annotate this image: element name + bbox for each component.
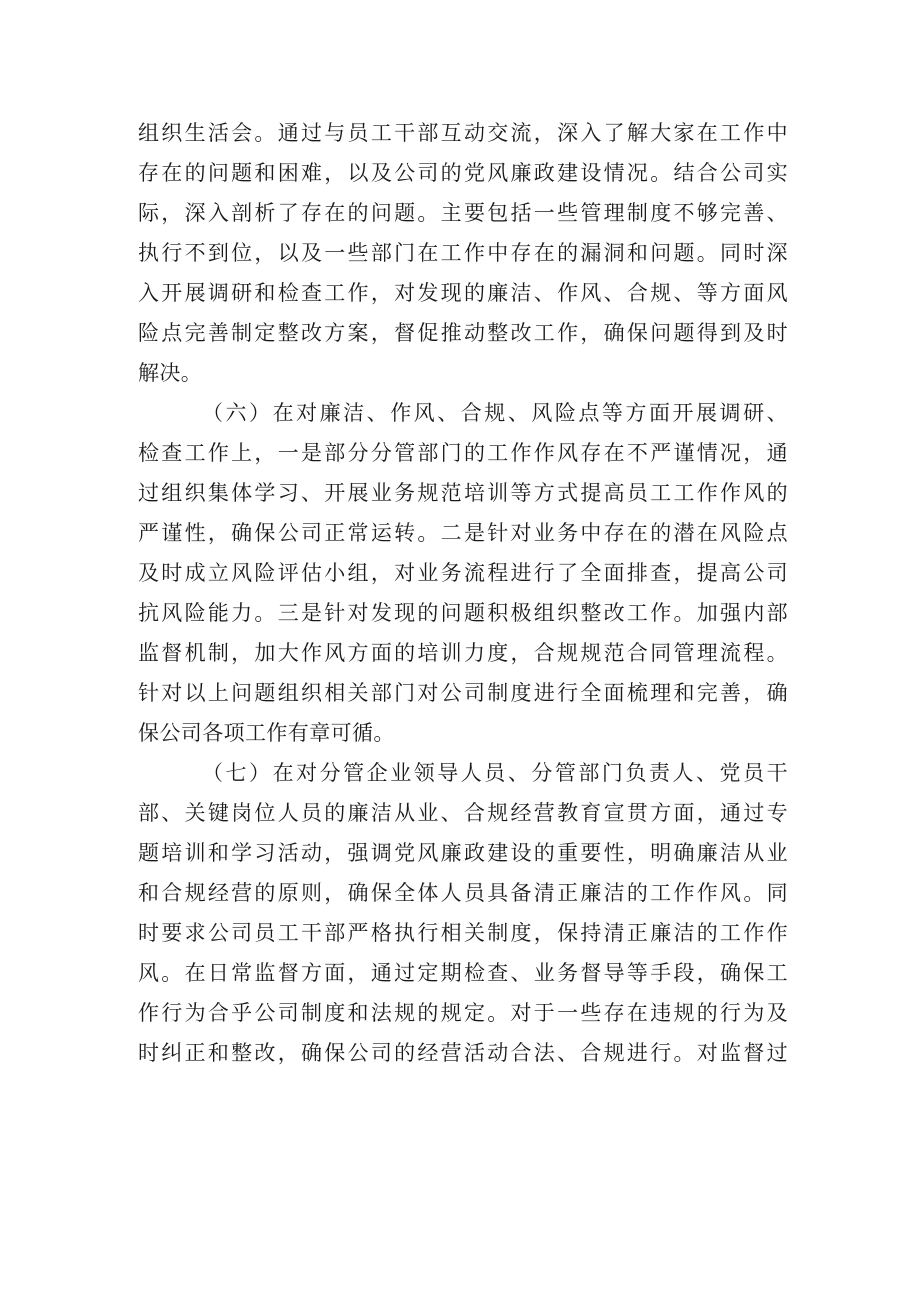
- text-line: 时纠正和整改，确保公司的经营活动合法、合规进行。对监督过: [138, 1041, 788, 1065]
- text-line: 检查工作上，一是部分分管部门的工作作风存在不严谨情况，通: [138, 441, 788, 465]
- text-line: 解决。: [138, 361, 203, 385]
- text-line: 和合规经营的原则，确保全体人员具备清正廉洁的工作作风。同: [138, 881, 788, 905]
- text-line: 及时成立风险评估小组，对业务流程进行了全面排查，提高公司: [138, 561, 788, 585]
- text-line: 执行不到位，以及一些部门在工作中存在的漏洞和问题。同时深: [138, 241, 788, 265]
- text-line: 保公司各项工作有章可循。: [138, 721, 395, 745]
- text-line: 时要求公司员工干部严格执行相关制度，保持清正廉洁的工作作: [138, 921, 788, 945]
- text-line: 严谨性，确保公司正常运转。二是针对业务中存在的潜在风险点: [138, 521, 788, 545]
- text-line: 抗风险能力。三是针对发现的问题积极组织整改工作。加强内部: [138, 601, 788, 625]
- text-line: 针对以上问题组织相关部门对公司制度进行全面梳理和完善，确: [138, 681, 788, 705]
- section-heading-line: （六）在对廉洁、作风、合规、风险点等方面开展调研、: [202, 401, 788, 425]
- paragraph-organization-meeting: [138, 113, 788, 393]
- document-body: [138, 113, 788, 1073]
- text-line: 监督机制，加大作风方面的培训力度，合规规范合同管理流程。: [138, 641, 788, 665]
- text-line: 入开展调研和检查工作，对发现的廉洁、作风、合规、等方面风: [138, 281, 788, 305]
- text-line: 过组织集体学习、开展业务规范培训等方式提高员工工作作风的: [138, 481, 788, 505]
- text-line: 题培训和学习活动，强调党风廉政建设的重要性，明确廉洁从业: [138, 841, 788, 865]
- section-heading-line: （七）在对分管企业领导人员、分管部门负责人、党员干: [202, 761, 788, 785]
- paragraph-section-seven: [138, 753, 788, 1073]
- text-line: 风。在日常监督方面，通过定期检查、业务督导等手段，确保工: [138, 961, 788, 985]
- paragraph-section-six: [138, 393, 788, 753]
- text-line: 组织生活会。通过与员工干部互动交流，深入了解大家在工作中: [138, 121, 788, 145]
- text-line: 作行为合乎公司制度和法规的规定。对于一些存在违规的行为及: [138, 1001, 788, 1025]
- text-line: 存在的问题和困难，以及公司的党风廉政建设情况。结合公司实: [138, 161, 788, 185]
- text-line: 险点完善制定整改方案，督促推动整改工作，确保问题得到及时: [138, 321, 788, 345]
- text-line: 部、关键岗位人员的廉洁从业、合规经营教育宣贯方面，通过专: [138, 801, 788, 825]
- text-line: 际，深入剖析了存在的问题。主要包括一些管理制度不够完善、: [138, 201, 788, 225]
